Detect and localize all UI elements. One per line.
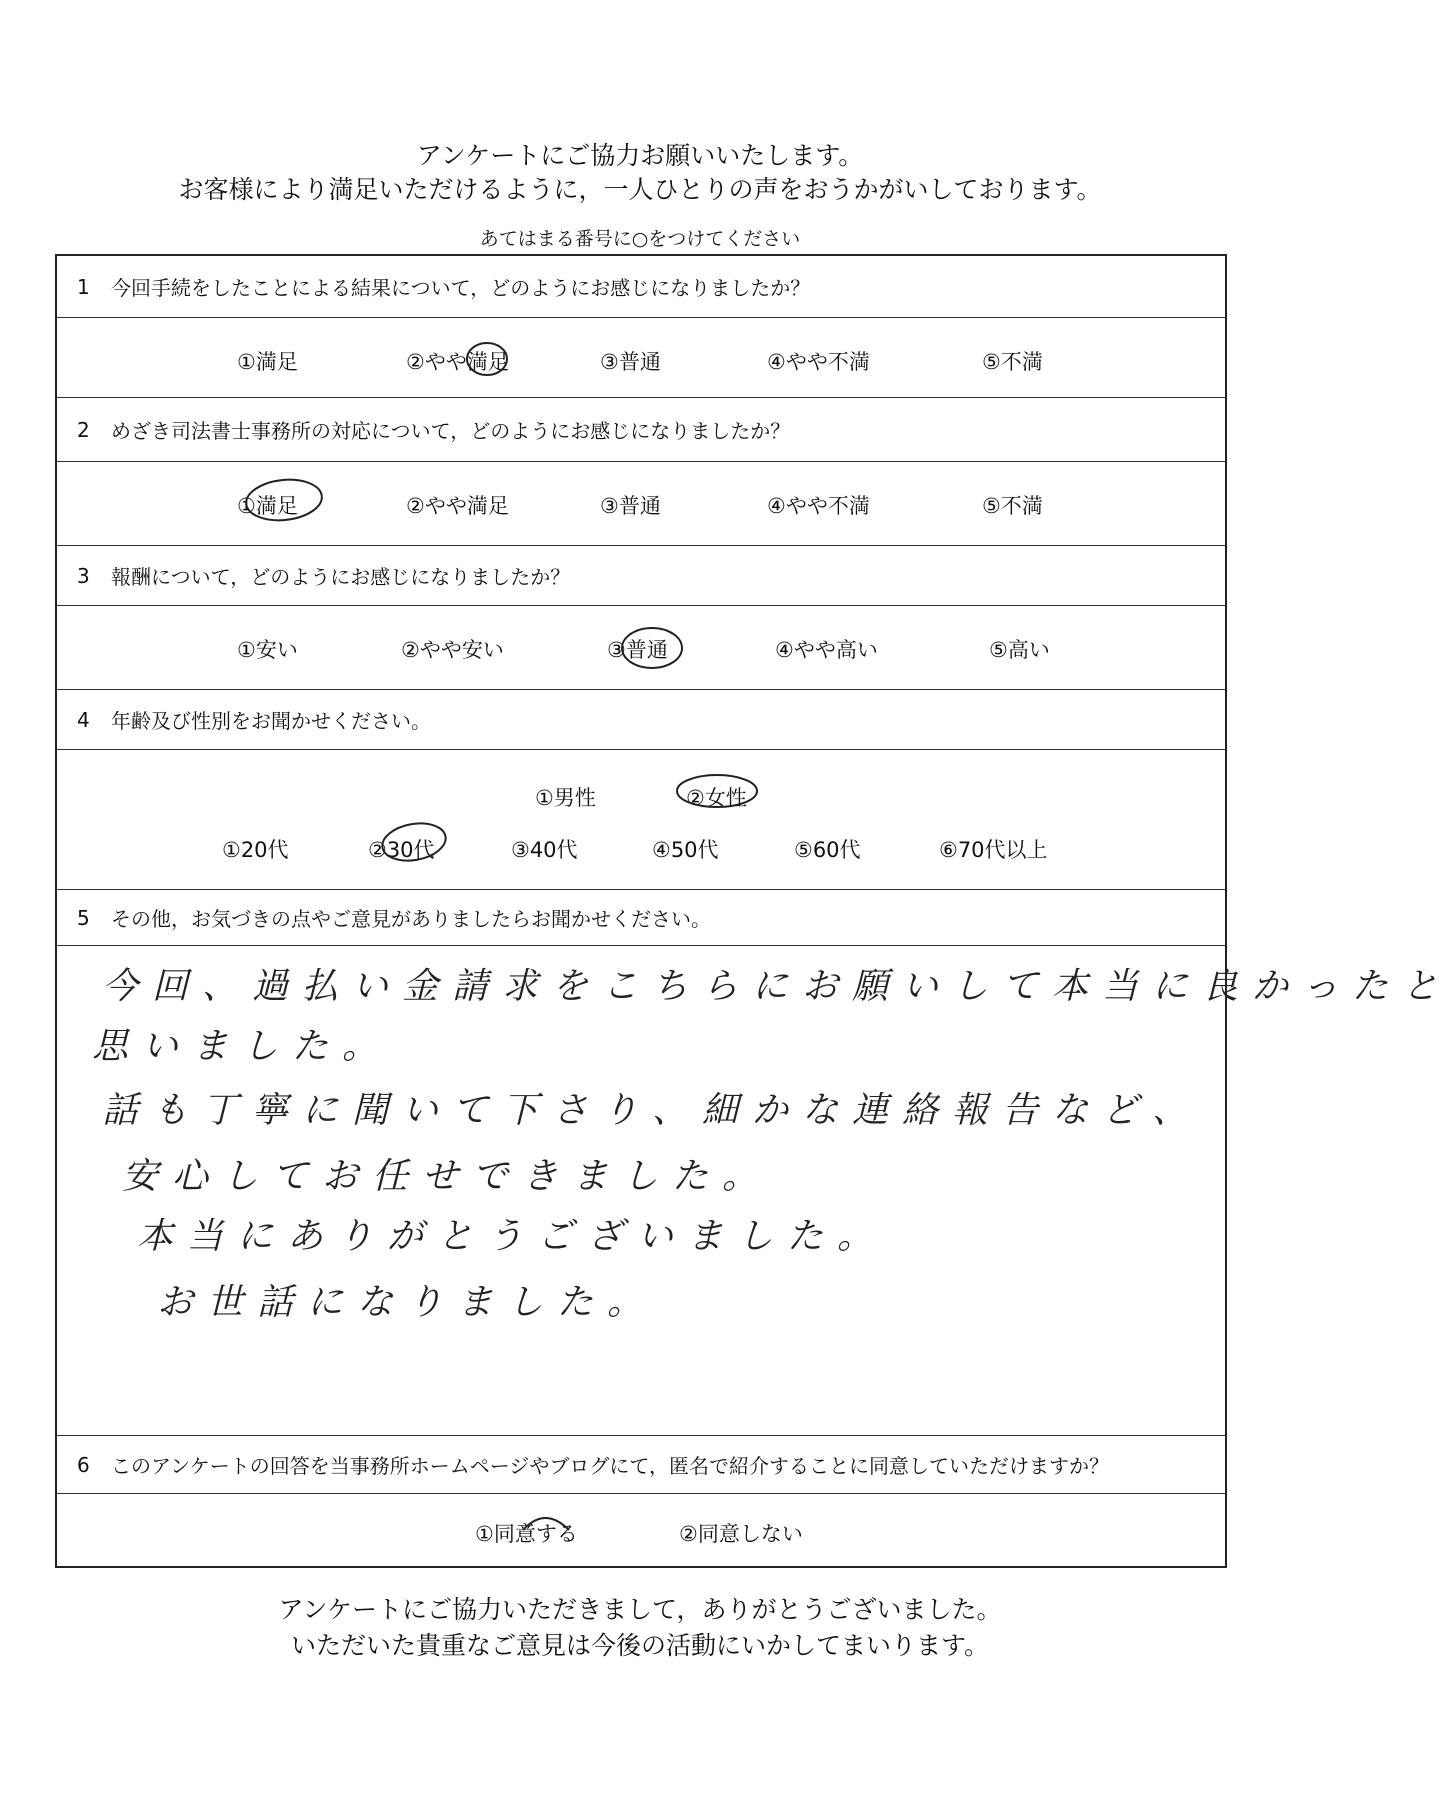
option-1-4[interactable]: ④やや不満 bbox=[767, 350, 870, 374]
age-option-3[interactable]: ③40代 bbox=[511, 838, 578, 862]
footer-line-1: アンケートにご協力いただきまして，ありがとうございました。 bbox=[278, 1595, 1002, 1624]
gender-option-2[interactable]: ②女性 bbox=[686, 786, 747, 810]
survey-subtitle: お客様により満足いただけるように，一人ひとりの声をおうかがいしております。 bbox=[178, 175, 1102, 204]
selection-marks bbox=[57, 256, 1229, 1570]
age-option-2[interactable]: ②30代 bbox=[368, 838, 435, 862]
question-number: 5 bbox=[77, 905, 90, 930]
question-number: 4 bbox=[77, 707, 90, 732]
gender-option-1[interactable]: ①男性 bbox=[535, 786, 596, 810]
footer-line-2: いただいた貴重なご意見は今後の活動にいかしてまいります。 bbox=[290, 1631, 989, 1660]
mark-circle-q1 bbox=[467, 343, 507, 375]
question-text: 今回手続をしたことによる結果について，どのようにお感じになりましたか？ bbox=[111, 276, 811, 300]
mark-circle-q2 bbox=[244, 476, 324, 524]
survey-title: アンケートにご協力お願いいたします。 bbox=[416, 141, 864, 170]
option-3-2[interactable]: ②やや安い bbox=[401, 638, 504, 662]
option-1-2[interactable]: ②やや満足 bbox=[406, 350, 509, 374]
option-3-1[interactable]: ①安い bbox=[237, 638, 298, 662]
mark-circle-q3 bbox=[622, 628, 682, 668]
option-2-1[interactable]: ①満足 bbox=[237, 494, 298, 518]
survey-instruction: あてはまる番号に○をつけてください bbox=[479, 228, 801, 250]
option-3-4[interactable]: ④やや高い bbox=[775, 638, 878, 662]
question-text: その他，お気づきの点やご意見がありましたらお聞かせください。 bbox=[111, 907, 711, 931]
question-text: 年齢及び性別をお聞かせください。 bbox=[111, 709, 431, 733]
question-text: めざき司法書士事務所の対応について，どのようにお感じになりましたか？ bbox=[111, 419, 791, 443]
option-6-2[interactable]: ②同意しない bbox=[679, 1522, 803, 1546]
option-2-5[interactable]: ⑤不満 bbox=[982, 494, 1043, 518]
option-2-3[interactable]: ③普通 bbox=[600, 494, 661, 518]
option-2-2[interactable]: ②やや満足 bbox=[406, 494, 509, 518]
option-1-3[interactable]: ③普通 bbox=[600, 350, 661, 374]
option-3-5[interactable]: ⑤高い bbox=[989, 638, 1050, 662]
age-option-1[interactable]: ①20代 bbox=[222, 838, 289, 862]
question-number: 1 bbox=[77, 274, 90, 299]
question-text: 報酬について，どのようにお感じになりましたか？ bbox=[111, 565, 571, 589]
age-option-5[interactable]: ⑤60代 bbox=[794, 838, 861, 862]
question-number: 3 bbox=[77, 563, 90, 588]
handwritten-line-4: 安心してお任せできました。 bbox=[122, 1156, 773, 1197]
option-3-3[interactable]: ③普通 bbox=[607, 638, 668, 662]
handwritten-line-2: 思いました。 bbox=[92, 1026, 393, 1067]
handwritten-line-3: 話も丁寧に聞いて下さり、細かな連絡報告など、 bbox=[102, 1090, 1203, 1131]
option-1-5[interactable]: ⑤不満 bbox=[982, 350, 1043, 374]
mark-circle-q6 bbox=[523, 1518, 569, 1530]
option-2-4[interactable]: ④やや不満 bbox=[767, 494, 870, 518]
handwritten-line-6: お世話になりました。 bbox=[157, 1282, 658, 1323]
question-text: このアンケートの回答を当事務所ホームページやブログにて，匿名で紹介することに同意していただけますか？ bbox=[111, 1454, 1109, 1478]
handwritten-line-5: 本当にありがとうございました。 bbox=[137, 1216, 888, 1257]
option-1-1[interactable]: ①満足 bbox=[237, 350, 298, 374]
age-option-4[interactable]: ④50代 bbox=[652, 838, 719, 862]
question-number: 6 bbox=[77, 1452, 90, 1477]
question-number: 2 bbox=[77, 417, 90, 442]
age-option-6[interactable]: ⑥70代以上 bbox=[939, 838, 1048, 862]
survey-form bbox=[55, 254, 1452, 1568]
handwritten-line-1: 今回、過払い金請求をこちらにお願いして本当に良かったと bbox=[102, 966, 1452, 1007]
mark-circle-age bbox=[379, 819, 448, 866]
mark-circle-gender bbox=[677, 775, 757, 807]
option-6-1[interactable]: ①同意する bbox=[475, 1522, 578, 1546]
